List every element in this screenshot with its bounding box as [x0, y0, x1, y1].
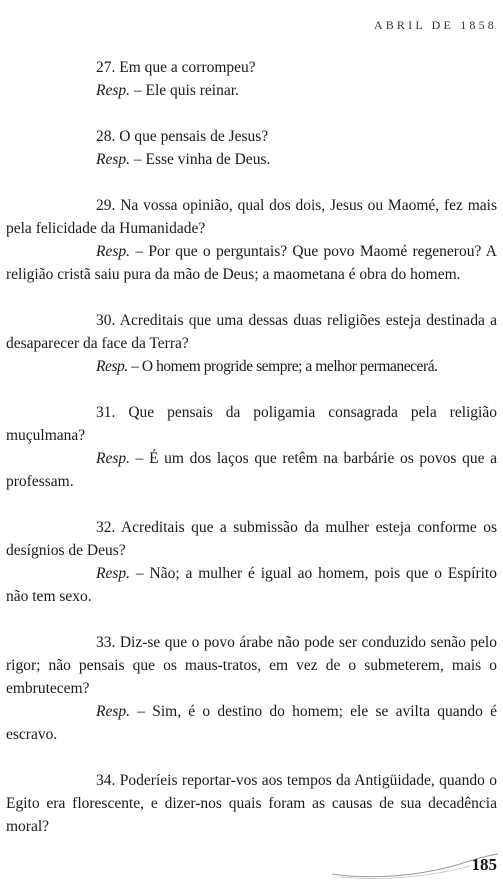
page-body	[6, 56, 497, 838]
resp-label: Resp.	[96, 82, 131, 99]
answer-text: – Sim, é o destino do homem; ele se avilta quando é escravo.	[6, 703, 497, 743]
question-text: 27. Em que a corrompeu?	[96, 59, 256, 76]
qa-block	[6, 194, 497, 286]
answer	[6, 355, 497, 378]
resp-label: Resp.	[96, 703, 131, 720]
question-text: 30. Acreditais que uma dessas duas religiões esteja destinada a desaparecer da face da Terra?	[6, 312, 497, 352]
resp-label: Resp.	[96, 151, 131, 168]
answer-text: – Por que o perguntais? Que povo Maomé regenerou? A religião cristã saiu pura da mão de Deus; a maometana é obra do homem.	[6, 243, 497, 283]
resp-label: Resp.	[96, 450, 131, 467]
qa-block	[6, 56, 497, 102]
answer	[6, 562, 497, 608]
question-text: 29. Na vossa opinião, qual dos dois, Jesus ou Maomé, fez mais pela felicidade da Humanidade?	[6, 197, 497, 237]
question-text: 34. Poderíeis reportar-vos aos tempos da Antigüidade, quando o Egito era florescente, e dizer-nos quais foram as causas de sua decadência moral?	[6, 772, 497, 835]
qa-block	[6, 631, 497, 746]
question-text: 31. Que pensais da poligamia consagrada pela religião muçulmana?	[6, 404, 497, 444]
answer-text: – É um dos laços que retêm na barbárie os povos que a professam.	[6, 450, 497, 490]
answer-text: – Ele quis reinar.	[130, 82, 239, 99]
answer	[6, 79, 497, 102]
qa-block	[6, 769, 497, 838]
answer	[6, 148, 497, 171]
answer-text: – Esse vinha de Deus.	[130, 151, 271, 168]
answer	[6, 447, 497, 493]
answer	[6, 240, 497, 286]
qa-block	[6, 125, 497, 171]
answer	[6, 700, 497, 746]
qa-block	[6, 309, 497, 378]
question-text: 33. Diz-se que o povo árabe não pode ser conduzido senão pelo rigor; não pensais que os maus-tratos, em vez de o submeterem, mais o embrutecem?	[6, 634, 497, 697]
resp-label: Resp.	[96, 243, 131, 260]
qa-block	[6, 516, 497, 608]
question-text: 32. Acreditais que a submissão da mulher esteja conforme os desígnios de Deus?	[6, 519, 497, 559]
running-head: ABRIL DE 1858	[373, 18, 497, 32]
page-number: 185	[471, 855, 497, 874]
resp-label: Resp.	[96, 358, 128, 375]
question-text: 28. O que pensais de Jesus?	[96, 128, 269, 145]
answer-text: – Não; a mulher é igual ao homem, pois que o Espírito não tem sexo.	[6, 565, 497, 605]
resp-label: Resp.	[96, 565, 131, 582]
qa-block	[6, 401, 497, 493]
answer-text: – O homem progride sempre; a melhor permanecerá.	[127, 358, 438, 375]
